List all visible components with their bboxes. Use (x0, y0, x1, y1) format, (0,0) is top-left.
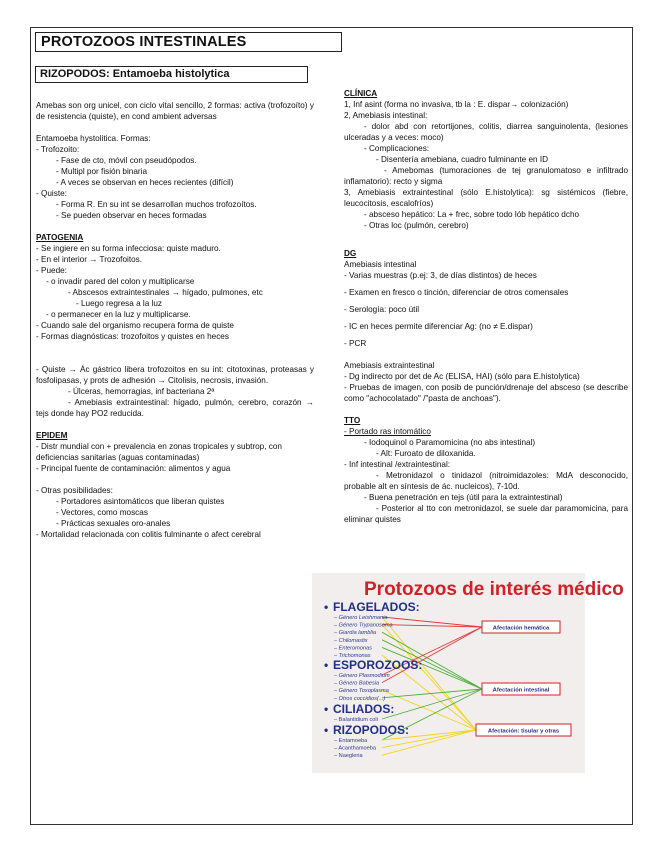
left-column (36, 100, 314, 540)
diagram-item-label: – Género Leishmania (334, 615, 388, 621)
diagram-item-label: – Género Babesia (334, 680, 380, 687)
trofozoito-label: - Trofozoito: (36, 145, 80, 154)
section-subtitle: RIZOPODOS: Entamoeba histolytica (35, 66, 308, 83)
epidem-item: - Principal fuente de contaminación: alimentos y agua (36, 464, 231, 473)
diagram-group-label: FLAGELADOS: (333, 600, 420, 614)
protozoa-diagram (312, 573, 624, 773)
dg-int-item: - PCR (344, 339, 367, 348)
dg-heading: DG (344, 249, 357, 258)
clinica-2b: - Complicaciones: (364, 144, 430, 153)
patogenia-heading: PATOGENIA (36, 233, 84, 242)
trofo-item: - Fase de cto, móvil con pseudópodos. (56, 156, 197, 165)
patogenia-item: - Se ingiere en su forma infecciosa: quiste maduro. (36, 244, 221, 253)
tto-portador-item: - Iodoquinol o Paramomicina (no abs intestinal) (364, 438, 536, 447)
otras-title: - Otras posibilidades: (36, 486, 113, 495)
tto-infeccion-c: - Posterior al tto con metronidazol, se suele dar paramomicina, para eliminar quistes (344, 504, 628, 524)
diagram-item-label: – Naegleria (334, 753, 363, 760)
diagram-item-label: – Entamoeba (334, 738, 368, 744)
diagram-target-label: Afectación hemática (492, 625, 550, 632)
dg-ext-item: - Pruebas de imagen, con posib de punción/drenaje del absceso (se describe como "achocolatado" /"pasta de anchoas"). (344, 383, 628, 403)
tto-portador-item: - Alt: Furoato de diloxanida. (376, 449, 476, 458)
patogenia-item: - o permanecer en la luz y multiplicarse. (46, 310, 191, 319)
clinica-heading: CLÍNICA (344, 89, 378, 98)
diagram-item-label: – Acanthamoeba (334, 745, 376, 752)
diagram-item-label: – Género Trypanosoma (334, 622, 393, 629)
protozoa-diagram-svg (312, 573, 624, 773)
patogenia-item: - En el interior → Trozofoitos. (36, 255, 143, 264)
diagram-item-label: – Trichomonas (334, 653, 371, 659)
epidem-heading: EPIDEM (36, 431, 68, 440)
tto-infeccion-b: - Buena penetración en tejs (útil para la extraintestinal) (364, 493, 563, 502)
diagram-item-label: – Enteromonas (334, 645, 372, 652)
clinica-2d: - Amebomas (tumoraciones de tej granulomatoso e infiltrado inflamatorio): recto y sigma (344, 166, 628, 186)
clinica-3a: - absceso hepático: La + frec, sobre todo lób hepático dcho (364, 210, 580, 219)
dg-int-title: Amebiasis intestinal (344, 260, 417, 269)
quiste-label: - Quiste: (36, 189, 67, 198)
clinica-3: 3, Amebiasis extraintestinal (sólo E.histolytica): sg sistémicos (fiebre, leucocitosis, escalofríos) (344, 188, 628, 208)
trofo-item: - A veces se observan en heces recientes (difícil) (56, 178, 234, 187)
clinica-2c: - Disentería amebiana, cuadro fulminante en ID (376, 155, 549, 164)
tto-portador: - Portado ras intomático (344, 427, 431, 436)
patogenia-item: - Abscesos extraintestinales → hígado, pulmones, etc (68, 288, 263, 297)
otras-item: - Prácticas sexuales oro-anales (56, 519, 171, 528)
tto-infeccion-a: - Metronidazol o tinidazol (nitroimidazoles: MdA desconocido, probable alt en síntesis de ác. nucleicos), 7-10d. (344, 471, 628, 491)
dg-ext-title: Amebiasis extraintestinal (344, 361, 435, 370)
dg-ext-item: - Dg indirecto por det de Ac (ELISA, HAI) (sólo para E.histolytica) (344, 372, 580, 381)
page-title: PROTOZOOS INTESTINALES (35, 32, 342, 52)
intro-paragraph: Amebas son org unicel, con ciclo vital sencillo, 2 formas: activa (trofozoíto) y de resistencia (quiste), en cond ambient adversas (36, 101, 314, 121)
trofo-item: - Multipl por fisión binaria (56, 167, 148, 176)
diagram-group-label: CILIADOS: (333, 702, 395, 716)
diagram-bullet: • (324, 723, 329, 737)
tto-heading: TTO (344, 416, 361, 425)
mortalidad-line: - Mortalidad relacionada con colitis fulminante o afect cerebral (36, 530, 261, 539)
diagram-item-label: – Chilomastix (334, 637, 368, 644)
patogenia-item: - Luego regresa a la luz (76, 299, 163, 308)
diagram-bullet: • (324, 658, 329, 672)
tto-infeccion: - Inf intestinal /extraintestinal: (344, 460, 451, 469)
diagram-item-label: – Balantidium coli (334, 717, 378, 723)
diagram-item-label: – Género Plasmodium (334, 673, 390, 679)
diagram-bullet: • (324, 702, 329, 716)
diagram-target-label: Afectación intestinal (492, 687, 550, 694)
diagram-item-label: – Otros coccidios(...) (334, 695, 386, 702)
diagram-item-label: – Giardia lamblia (334, 630, 376, 637)
diagram-group-label: ESPOROZOOS: (333, 658, 423, 672)
diagram-item-label: – Género Toxoplasma (334, 688, 389, 695)
diagram-target-label: Afectación: tisular y otras (487, 728, 560, 735)
patogenia-item: - Formas diagnósticas: trozofoitos y quistes en heces (36, 332, 229, 341)
extraintestinal-line: - Amebiasis extraintestinal: hígado, pulmón, cerebro, corazón → tejs donde hay PO2 reducida. (36, 398, 314, 418)
clinica-2: 2, Amebiasis intestinal: (344, 111, 428, 120)
epidem-item: - Distr mundial con + prevalencia en zonas tropicales y subtrop, con deficiencias sanitarias (aguas contaminadas) (36, 442, 282, 462)
quiste-item: - Se pueden observar en heces formadas (56, 211, 207, 220)
right-column (344, 88, 628, 525)
quiste-item: - Forma R. En su int se desarrollan muchos trofozoítos. (56, 200, 257, 209)
otras-item: - Vectores, como moscas (56, 508, 148, 517)
dg-int-item: - Varias muestras (p.ej: 3, de días distintos) de heces (344, 271, 537, 280)
diagram-link-line (382, 617, 476, 730)
quiste-paragraph: - Quiste → Ác gástrico libera trofozoitos en su int: citotoxinas, proteasas y fosfolipasas, y prots de adhesión → Citolisis, necrosis, invasión. (36, 365, 314, 385)
dg-int-item: - Examen en fresco o tinción, diferenciar de otros comensales (344, 288, 569, 297)
clinica-1: 1, Inf asint (forma no invasiva, tb la : E. dispar→ colonización) (344, 100, 569, 109)
patogenia-item: - Cuando sale del organismo recupera forma de quiste (36, 321, 234, 330)
formas-title: Entamoeba hystolitica. Formas: (36, 134, 151, 143)
clinica-2a: - dolor abd con retortijones, colitis, diarrea sanguinolenta, (lesiones ulceradas y a veces: moco) (344, 122, 628, 142)
diagram-title: Protozoos de interés médico (364, 579, 624, 600)
dg-int-item: - Serología: poco útil (344, 305, 420, 314)
otras-item: - Portadores asintomáticos que liberan quistes (56, 497, 225, 506)
dg-int-item: - IC en heces permite diferenciar Ag: (no ≠ E.dispar) (344, 322, 533, 331)
clinica-3b: - Otras loc (pulmón, cerebro) (364, 221, 469, 230)
patogenia-item: - Puede: (36, 266, 67, 275)
ulceras-line: - Úlceras, hemorragias, inf bacteriana 2ª (68, 387, 215, 396)
patogenia-item: - o invadir pared del colon y multiplicarse (46, 277, 195, 286)
diagram-group-label: RIZOPODOS: (333, 723, 410, 737)
diagram-bullet: • (324, 600, 329, 614)
